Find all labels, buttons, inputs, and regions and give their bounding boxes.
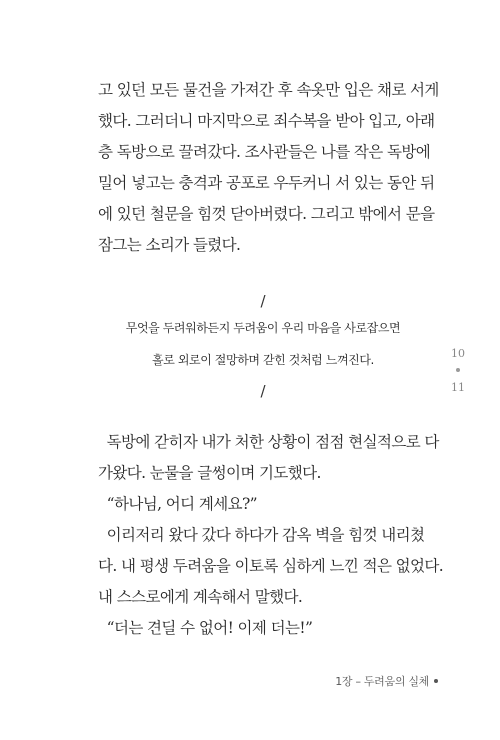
- pull-quote-line: 무엇을 두려워하든지 두려움이 우리 마음을 사로잡으면: [125, 321, 401, 335]
- body-line: 내 스스로에게 계속해서 말했다.: [98, 588, 303, 606]
- body-line: 에 있던 철문을 힘껏 닫아버렸다. 그리고 밖에서 문을: [98, 205, 435, 223]
- body-line: 잠그는 소리가 들렸다.: [98, 236, 241, 254]
- page-number-left: 10: [451, 347, 465, 360]
- body-line: 가왔다. 눈물을 글썽이며 기도했다.: [98, 464, 321, 482]
- body-line: 고 있던 모든 물건을 가져간 후 속옷만 입은 채로 서게: [98, 81, 439, 99]
- pull-quote-line: 홀로 외로이 절망하며 갇힌 것처럼 느껴진다.: [152, 353, 374, 367]
- page-number-right: 11: [451, 381, 465, 394]
- body-line: 이리저리 왔다 갔다 하다가 감옥 벽을 힘껏 내리쳤: [98, 526, 425, 544]
- body-paragraph-bottom: [98, 427, 444, 644]
- body-line: “하나님, 어디 계세요?”: [98, 495, 257, 513]
- body-line: “더는 견딜 수 없어! 이제 더는!”: [98, 619, 313, 637]
- pull-quote-divider-bottom: /: [260, 382, 266, 400]
- body-line: 층 독방으로 끌려갔다. 조사관들은 나를 작은 독방에: [98, 143, 431, 161]
- body-line: 독방에 갇히자 내가 처한 상황이 점점 현실적으로 다: [98, 433, 439, 451]
- footer-bullet-icon: [434, 679, 438, 683]
- body-line: 다. 내 평생 두려움을 이토록 심하게 느낀 적은 없었다.: [98, 557, 444, 575]
- running-footer: [335, 673, 438, 689]
- pull-quote-divider-top: /: [260, 292, 266, 310]
- body-line: 했다. 그러더니 마지막으로 죄수복을 받아 입고, 아래: [98, 112, 435, 130]
- running-head-text: 1장 – 두려움의 실체: [335, 675, 429, 688]
- body-line: 밀어 넣고는 충격과 공포로 우두커니 서 있는 동안 뒤: [98, 174, 435, 192]
- page-number-separator-dot: [456, 368, 460, 372]
